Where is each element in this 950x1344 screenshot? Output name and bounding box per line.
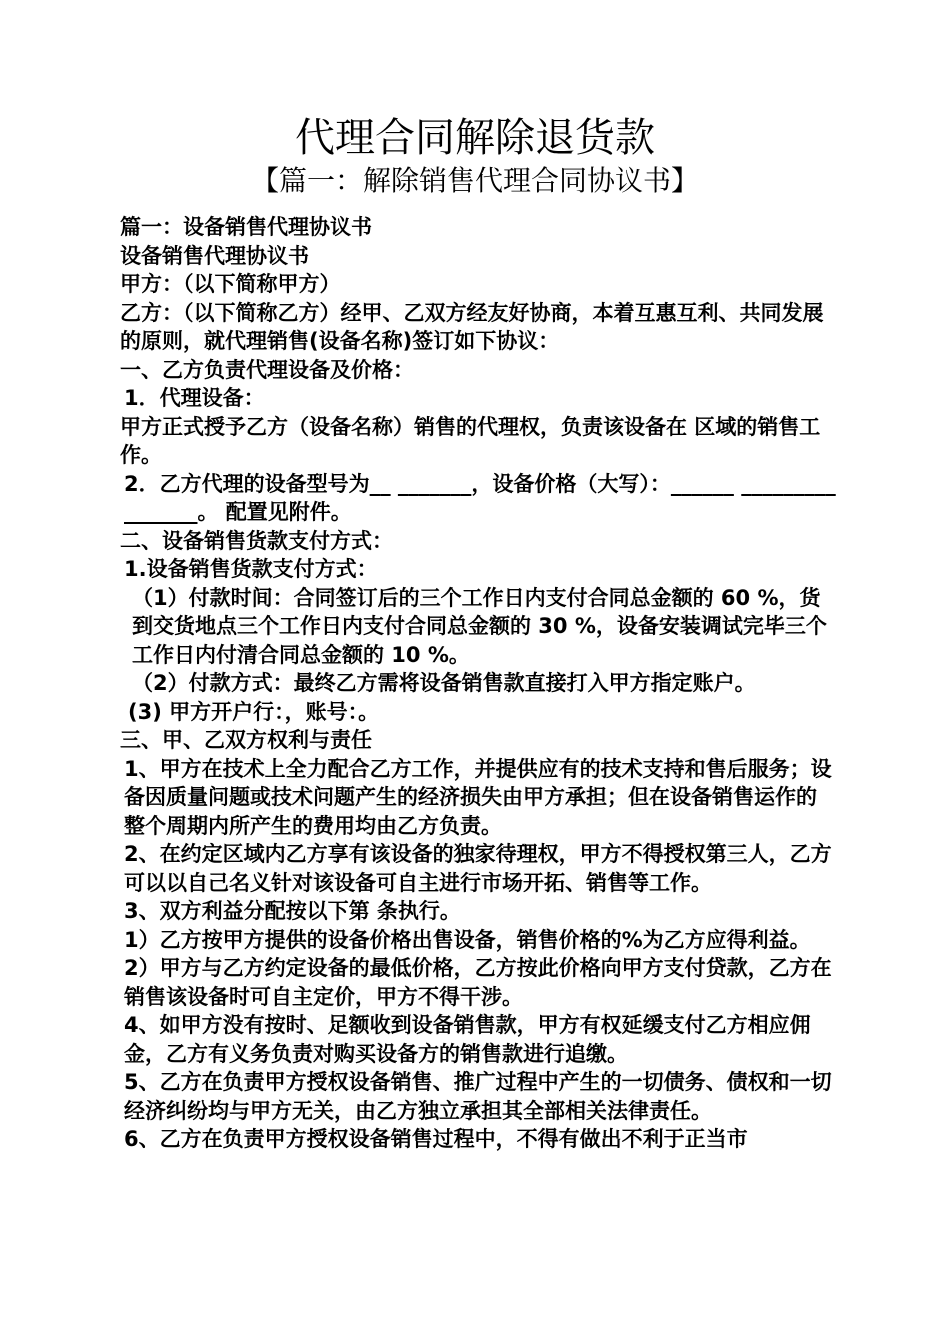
clause-heading-1: 一、乙方负责代理设备及价格： xyxy=(120,357,414,382)
clause-2-1: 1.设备销售货款支付方式： xyxy=(124,557,378,581)
clause-1-1-text: 甲方正式授予乙方（设备名称）销售的代理权，负责该设备在 区域的销售工作。 xyxy=(120,414,821,467)
document-subtitle: 【篇一：解除销售代理合同协议书】 xyxy=(250,164,699,197)
clause-3-3-1: 1）乙方按甲方提供的设备价格出售设备，销售价格的%为乙方应得利益。 xyxy=(124,927,811,952)
party-a: 甲方：（以下简称甲方） xyxy=(120,272,341,296)
clause-2-1-bank: (3) 甲方开户行：，账号：。 xyxy=(128,699,380,724)
clause-3-5: 5、乙方在负责甲方授权设备销售、推广过程中产生的一切债务、债权和一切经济纠纷均与甲方无关，由乙方独立承担其全部相关法律责任。 xyxy=(124,1070,832,1123)
document-title: 代理合同解除退货款 xyxy=(295,115,655,161)
clause-heading-2: 二、设备销售货款支付方式： xyxy=(120,528,393,553)
clause-2-1-time: （1）付款时间：合同签订后的三个工作日内支付合同总金额的 60 %，货到交货地点三个工作日内支付合同总金额的 30 %，设备安装调试完毕三个工作日内付清合同总金额的 10 %。 xyxy=(132,585,827,667)
clause-3-4: 4、如甲方没有按时、足额收到设备销售款，甲方有权延缓支付乙方相应佣金，乙方有义务负责对购买设备方的销售款进行追缴。 xyxy=(124,1013,811,1066)
clause-3-6: 6、乙方在负责甲方授权设备销售过程中，不得有做出不利于正当市 xyxy=(124,1127,748,1151)
clause-3-1: 1、甲方在技术上全力配合乙方工作，并提供应有的技术支持和售后服务；设备因质量问题或技术问题产生的经济损失由甲方承担；但在设备销售运作的整个周期内所产生的费用均由乙方负责。 xyxy=(124,756,832,838)
clause-1-1: 1．代理设备： xyxy=(124,386,265,410)
agreement-title: 设备销售代理协议书 xyxy=(120,243,309,268)
clause-3-3-2: 2）甲方与乙方约定设备的最低价格，乙方按此价格向甲方支付贷款，乙方在销售该设备时可自主定价，甲方不得干涉。 xyxy=(124,956,832,1009)
section-heading: 篇一：设备销售代理协议书 xyxy=(120,215,372,239)
clause-2-1-method: （2）付款方式：最终乙方需将设备销售款直接打入甲方指定账户。 xyxy=(132,671,756,695)
document-body xyxy=(114,213,836,1154)
clause-3-2: 2、在约定区域内乙方享有该设备的独家待理权，甲方不得授权第三人，乙方可以以自己名义针对该设备可自主进行市场开拓、销售等工作。 xyxy=(124,842,832,895)
party-b: 乙方：（以下简称乙方）经甲、乙双方经友好协商，本着互惠互利、共同发展的原则，就代理销售(设备名称)签订如下协议： xyxy=(120,300,824,353)
clause-heading-3: 三、甲、乙双方权利与责任 xyxy=(120,728,372,752)
clause-1-2: 2．乙方代理的设备型号为__ _______，设备价格（大写）：______ ________________。 配置见附件。 xyxy=(124,471,836,524)
clause-3-3: 3、双方利益分配按以下第 条执行。 xyxy=(124,899,461,923)
